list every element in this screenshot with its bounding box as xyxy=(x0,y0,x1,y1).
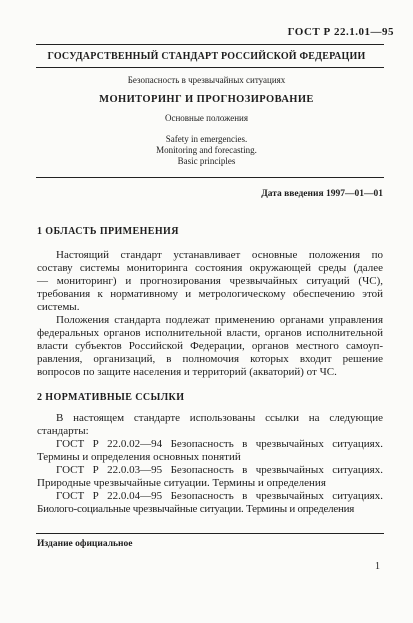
page-number: 1 xyxy=(375,561,380,572)
text-line: Биолого-социальные чрезвычайные ситуации. Термины и определения xyxy=(37,503,355,515)
title-block-rule xyxy=(36,177,384,178)
section-2-heading: 2 НОРМАТИВНЫЕ ССЫЛКИ xyxy=(37,392,185,403)
english-title-line-3: Basic principles xyxy=(177,156,236,166)
main-title: МОНИТОРИНГ И ПРОГНОЗИРОВАНИЕ xyxy=(99,94,314,105)
document-number: ГОСТ Р 22.1.01—95 xyxy=(287,26,394,38)
text-line: федеральных органов исполнительной власти, органов исполнительной xyxy=(37,327,383,339)
text-line: стандарты: xyxy=(37,425,89,437)
section-1-paragraph-1 xyxy=(37,249,383,314)
text-line: равления, организаций, в полномочия которых входит решение xyxy=(37,353,383,365)
text-line: власти субъектов Российской Федерации, органов местного самоуп- xyxy=(37,340,383,352)
series-title: Безопасность в чрезвычайных ситуациях xyxy=(127,75,286,85)
text-line: — мониторинг) и прогнозирования чрезвычайных ситуаций (ЧС), xyxy=(37,275,383,287)
text-line: ГОСТ Р 22.0.02—94 Безопасность в чрезвычайных ситуациях. xyxy=(56,438,383,450)
text-line: составу системы мониторинга состояния окружающей среды (далее xyxy=(37,262,383,274)
reference-gost-22-0-02 xyxy=(37,438,383,464)
text-line: Природные чрезвычайные ситуации. Термины и определения xyxy=(37,477,326,489)
text-line: Термины и определения основных понятий xyxy=(37,451,241,463)
section-1-heading: 1 ОБЛАСТЬ ПРИМЕНЕНИЯ xyxy=(37,226,179,237)
reference-gost-22-0-03 xyxy=(37,464,383,490)
footer-rule xyxy=(36,533,384,534)
org-title: ГОСУДАРСТВЕННЫЙ СТАНДАРТ РОССИЙСКОЙ ФЕДЕРАЦИИ xyxy=(47,51,366,62)
section-1-paragraph-2 xyxy=(37,314,383,379)
text-line: требования к нормативному и метрологическому обеспечению этой xyxy=(37,288,383,300)
reference-gost-22-0-04 xyxy=(37,490,383,516)
text-line: Настоящий стандарт устанавливает основные положения по xyxy=(56,249,383,261)
text-line: В настоящем стандарте использованы ссылки на следующие xyxy=(56,412,383,424)
subtitle: Основные положения xyxy=(165,113,248,123)
text-line: вопросов по защите населения и территорий (акваторий) от ЧС. xyxy=(37,366,337,378)
section-2-paragraph-1 xyxy=(37,412,383,438)
text-line: системы. xyxy=(37,301,80,313)
header-top-rule xyxy=(36,44,384,45)
introduction-date: Дата введения 1997—01—01 xyxy=(261,189,383,199)
english-title-line-2: Monitoring and forecasting. xyxy=(156,145,257,155)
text-line: ГОСТ Р 22.0.03—95 Безопасность в чрезвычайных ситуациях. xyxy=(56,464,383,476)
text-line: Положения стандарта подлежат применению органами управления xyxy=(56,314,383,326)
english-title-line-1: Safety in emergencies. xyxy=(165,134,248,144)
header-bottom-rule xyxy=(36,67,384,68)
edition-label: Издание официальное xyxy=(37,539,133,549)
text-line: ГОСТ Р 22.0.04—95 Безопасность в чрезвычайных ситуациях. xyxy=(56,490,383,502)
